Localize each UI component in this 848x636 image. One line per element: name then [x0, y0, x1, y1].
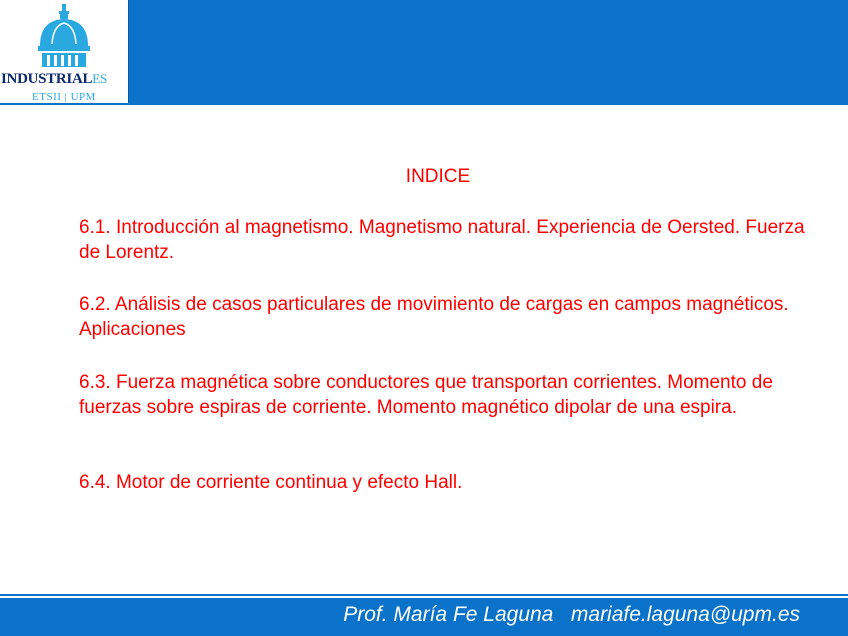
index-item-6-3: 6.3. Fuerza magnética sobre conductores que transportan corrientes. Momento de fuerzas sobre espiras de corriente. Momento magnético dipolar de una espira. [79, 372, 773, 418]
logo-wordmark-suffix: ES [92, 71, 108, 86]
index-item-6-4: 6.4. Motor de corriente continua y efecto Hall. [79, 472, 463, 493]
header-band [128, 0, 848, 104]
page-title: INDICE [405, 166, 471, 187]
logo-wordmark: INDUSTRIALES [1, 71, 108, 87]
footer-author: Prof. María Fe Laguna [343, 603, 554, 626]
dome-building-icon [28, 4, 100, 70]
index-item-6-2: 6.2. Análisis de casos particulares de movimiento de cargas en campos magnéticos. Aplicaciones [79, 294, 789, 340]
index-item-6-1: 6.1. Introducción al magnetismo. Magnetismo natural. Experiencia de Oersted. Fuerza de Lorentz. [79, 217, 805, 263]
logo-subline: ETSII | UPM [32, 91, 96, 103]
footer-divider [0, 594, 848, 596]
footer-credits [343, 603, 800, 627]
footer-email: mariafe.laguna@upm.es [570, 603, 800, 626]
header-divider [0, 103, 848, 105]
logo [0, 0, 128, 104]
